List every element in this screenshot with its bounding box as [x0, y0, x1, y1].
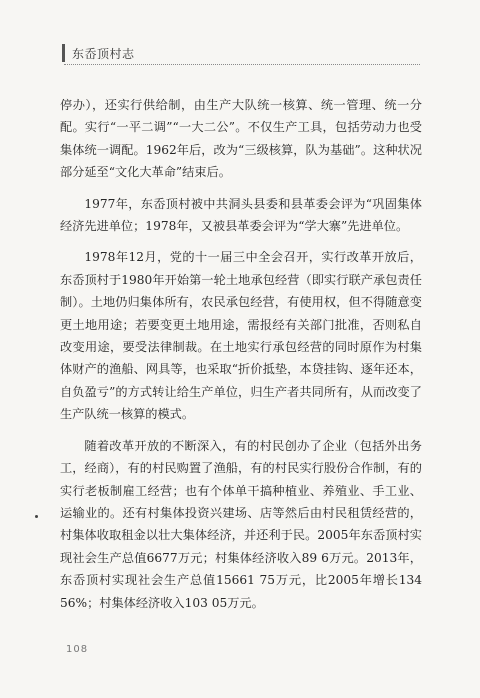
paragraph-1978-reform: 1978年12月，党的十一届三中全会召开，实行改革开放后，东岙顶村于1980年开始第一轮土地承包经营（即实行联产承包责任制）。土地仍归集体所有，农民承包经营，有使用权，但不得随意变更土地用途；若要变更土地用途，需报经有关部门批准，否则私自改变用途，要受法律制裁。在土地实行承包经营的同时原作为村集体财产的渔船、网具等，也采取“折价抵垫，本贷挂钩、逐年还本，自负盈亏”的方式转让给生产单位，归生产者共同所有，从而改变了生产队统一核算的模式。	[60, 250, 422, 422]
paragraph-1977-awards: 1977年，东岙顶村被中共洞头县委和县革委会评为“巩固集体经济先进单位；1978年，又被县革委会评为“学大寨”先进单位。	[60, 196, 422, 234]
header-bar	[62, 44, 65, 62]
header-divider	[64, 64, 420, 65]
running-header	[62, 44, 420, 64]
book-title: 东岙顶村志	[72, 47, 135, 61]
page-number: 108	[66, 644, 89, 655]
body-text	[60, 94, 422, 623]
paragraph-continued: 停办），还实行供给制，由生产大队统一核算、统一管理、统一分配。实行“一平二调”“一大二公”。不仅生产工具，包括劳动力也受集体统一调配。1962年后，改为“三级核算，队为基础”。这种状况部分延至“文化大革命”结束后。	[60, 98, 422, 180]
paragraph-economic-development: 随着改革开放的不断深入，有的村民创办了企业（包括外出务工，经商），有的村民购置了渔船，有的村民实行股份合作制，有的实行老板制雇工经营；也有个体单干搞种植业、养殖业、手工业、运输业的。还有村集体投资兴建场、店等然后由村民租赁经营的，村集体收取租金以壮大集体经济，并还利于民。2005年东岙顶村实现社会生产总值6677万元；村集体经济收入89 6万元。2013年，东岙顶村实现社会生产总值15661 75万元，比2005年增长134 56%；村集体经济收入103 05万元。	[60, 438, 422, 610]
scan-speck	[35, 515, 38, 518]
